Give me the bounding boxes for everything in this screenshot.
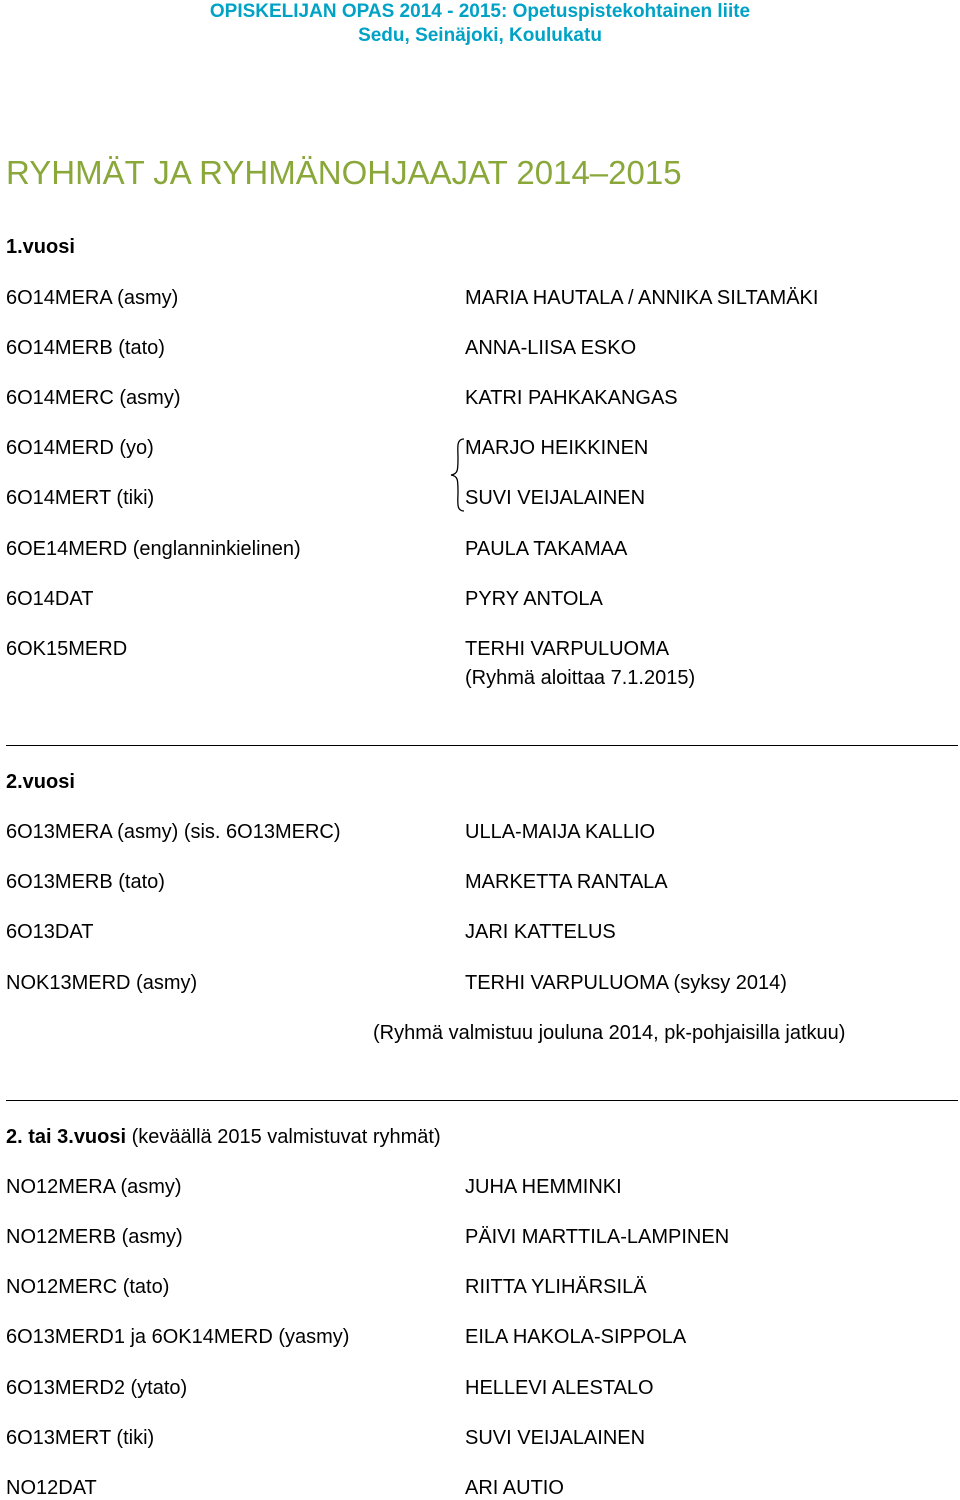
section-heading-year3-rest: (keväällä 2015 valmistuvat ryhmät)	[126, 1126, 441, 1148]
group-name: 6O14DAT	[6, 588, 94, 610]
group-name: 6OK15MERD	[6, 638, 128, 660]
group-name: 6O13MERD1 ja 6OK14MERD (yasmy)	[6, 1326, 350, 1348]
section-heading-year3	[6, 1126, 441, 1149]
group-name: 6O13MERT (tiki)	[6, 1427, 155, 1449]
group-teacher: TERHI VARPULUOMA	[465, 638, 670, 660]
group-note: (Ryhmä aloittaa 7.1.2015)	[465, 667, 696, 689]
group-teacher: JARI KATTELUS	[465, 921, 616, 943]
group-name: 6O13MERB (tato)	[6, 871, 165, 893]
group-teacher: SUVI VEIJALAINEN	[465, 487, 646, 509]
group-name: 6O14MERT (tiki)	[6, 487, 155, 509]
header-line-1: OPISKELIJAN OPAS 2014 - 2015: Opetuspistekohtainen liite	[209, 1, 751, 22]
group-name: 6O13DAT	[6, 921, 94, 943]
group-teacher: TERHI VARPULUOMA (syksy 2014)	[465, 972, 787, 994]
group-name: NO12MERA (asmy)	[6, 1176, 182, 1198]
group-note: (Ryhmä valmistuu jouluna 2014, pk-pohjaisilla jatkuu)	[373, 1022, 846, 1044]
section-heading-year1: 1.vuosi	[6, 236, 75, 258]
group-name: 6O14MERA (asmy)	[6, 287, 179, 309]
group-teacher: MARIA HAUTALA / ANNIKA SILTAMÄKI	[465, 287, 819, 309]
group-teacher: JUHA HEMMINKI	[465, 1176, 622, 1198]
group-name: NO12MERC (tato)	[6, 1276, 170, 1298]
section-divider	[6, 1100, 958, 1101]
group-teacher: ANNA-LIISA ESKO	[465, 337, 637, 359]
group-teacher: PÄIVI MARTTILA-LAMPINEN	[465, 1226, 730, 1248]
group-teacher: ARI AUTIO	[465, 1477, 564, 1499]
group-name: NOK13MERD (asmy)	[6, 972, 198, 994]
group-teacher: ULLA-MAIJA KALLIO	[465, 821, 656, 843]
group-name: 6O14MERC (asmy)	[6, 387, 181, 409]
section-divider	[6, 745, 958, 746]
group-teacher: MARKETTA RANTALA	[465, 871, 668, 893]
brace-icon	[450, 438, 466, 512]
section-heading-year2: 2.vuosi	[6, 771, 75, 793]
group-name: NO12MERB (asmy)	[6, 1226, 183, 1248]
group-teacher: MARJO HEIKKINEN	[465, 437, 649, 459]
group-name: 6OE14MERD (englanninkielinen)	[6, 538, 301, 560]
group-teacher: EILA HAKOLA-SIPPOLA	[465, 1326, 687, 1348]
group-teacher: SUVI VEIJALAINEN	[465, 1427, 646, 1449]
group-teacher: RIITTA YLIHÄRSILÄ	[465, 1276, 647, 1298]
header-line-2: Sedu, Seinäjoki, Koulukatu	[358, 25, 602, 46]
page-title: RYHMÄT JA RYHMÄNOHJAAJAT 2014–2015	[6, 154, 682, 191]
group-teacher: KATRI PAHKAKANGAS	[465, 387, 678, 409]
section-heading-year3-bold: 2. tai 3.vuosi	[6, 1126, 127, 1148]
group-name: 6O14MERD (yo)	[6, 437, 154, 459]
group-teacher: PAULA TAKAMAA	[465, 538, 628, 560]
group-name: 6O13MERD2 (ytato)	[6, 1377, 188, 1399]
group-name: 6O13MERA (asmy) (sis. 6O13MERC)	[6, 821, 341, 843]
group-name: 6O14MERB (tato)	[6, 337, 165, 359]
group-teacher: HELLEVI ALESTALO	[465, 1377, 654, 1399]
group-name: NO12DAT	[6, 1477, 97, 1499]
group-teacher: PYRY ANTOLA	[465, 588, 603, 610]
